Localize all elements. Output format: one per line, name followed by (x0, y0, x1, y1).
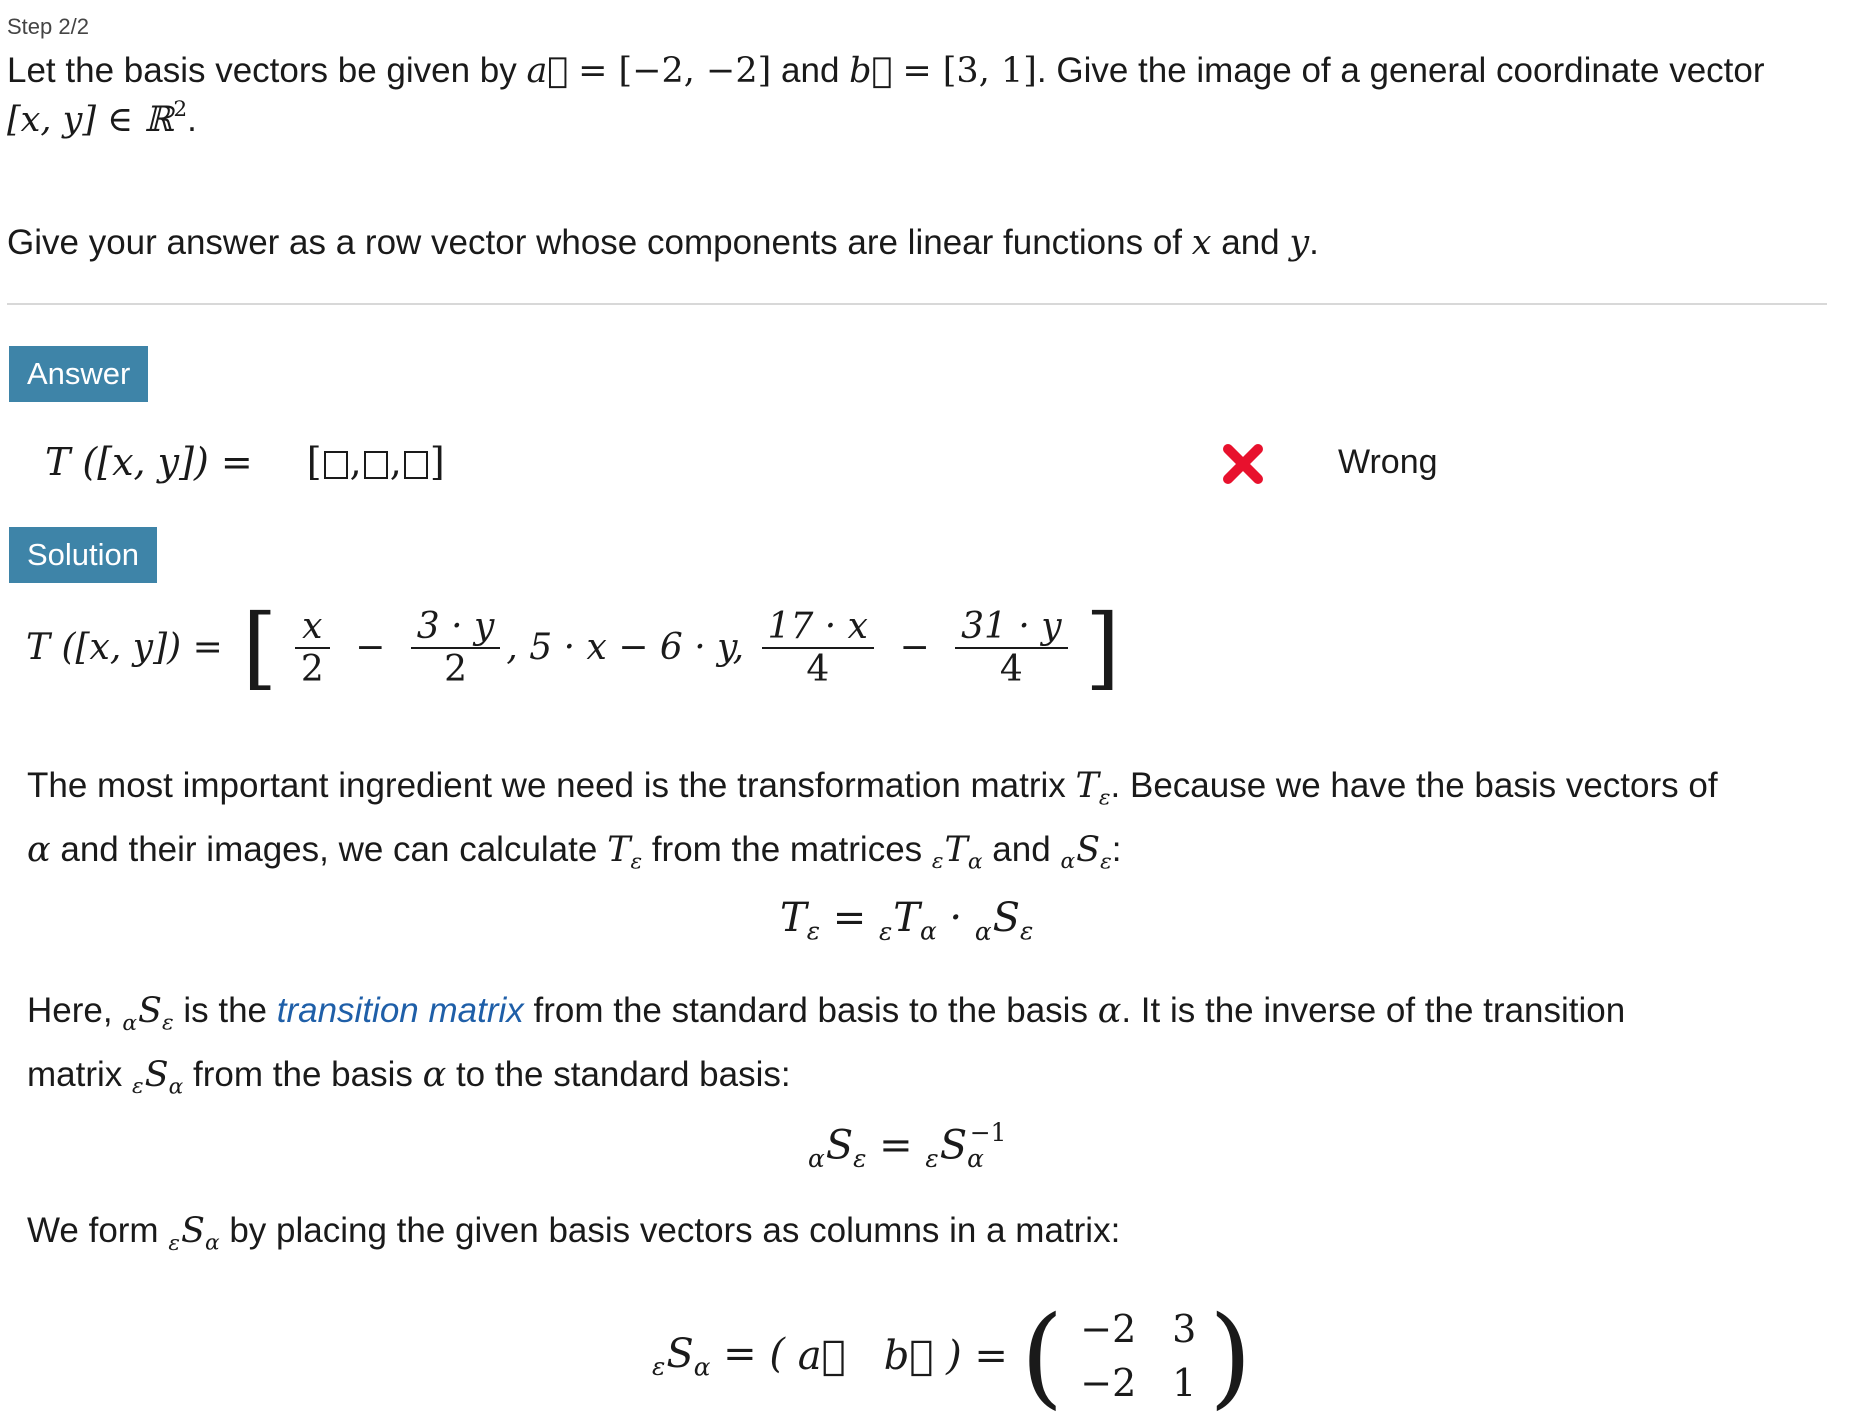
answer-expression: T ([x, y]) = [ , , ] (45, 440, 445, 484)
solution-paragraph-1: The most important ingredient we need is the transformation matrix $T_\varepsilon$. Because we have the basis vectors of α and their images, we can calculate $T_\varepsilon$ from the matrices $_\varepsilon T_\alpha$ and $_\alpha S_\varepsilon$: (27, 766, 1718, 875)
equation-t-epsilon: $T_\varepsilon = _\varepsilon T_\alpha \cdot _\alpha S_\varepsilon$ (780, 895, 1034, 946)
fraction-4: $\frac{31 \cdot y}{4}$ (955, 606, 1067, 690)
vector-b: b (849, 51, 893, 91)
and-text: and (781, 51, 840, 90)
answer-slot-2[interactable] (364, 451, 388, 479)
wrong-cross-icon (1222, 443, 1264, 485)
answer-lhs: T ([x, y]) = (45, 440, 253, 484)
instruction: Give your answer as a row vector whose components are linear functions of x and y. (7, 223, 1319, 263)
vector-a-value: [−2, −2] (618, 51, 772, 91)
solution-paragraph-3: We form $_\varepsilon S_\alpha$ by placing the given basis vectors as columns in a matrix: (27, 1211, 1121, 1256)
transition-matrix-link[interactable]: transition matrix (276, 991, 524, 1030)
equation-matrix: $_\varepsilon S_\alpha$ = ( a⃗ b⃗ ) = ( −2 3 −2 1 ) (652, 1292, 1252, 1420)
solution-expression: T ([x, y]) = [ $\frac{x}{2}$ − $\frac{3 \cdot y}{2}$ , 5 · x − 6 · y, $\frac{17 \cdot x}{4}$ − $\frac{31 \cdot y}{4}$ ] (26, 595, 1121, 700)
coordinate-vector: [x, y] ∈ ℝ (7, 100, 174, 141)
solution-paragraph-2: Here, $_\alpha S_\varepsilon$ is the transition matrix from the standard basis to the basis α. It is the inverse of the transition matrix $_\varepsilon S_\alpha$ from the basis α to the standard basis: (27, 991, 1626, 1100)
problem-line-2: [x, y] ∈ ℝ$^2$. (7, 97, 197, 141)
fraction-3: $\frac{17 \cdot x}{4}$ (762, 606, 874, 690)
fraction-2: $\frac{3 \cdot y}{2}$ (411, 606, 501, 690)
fraction-1: $\frac{x}{2}$ (295, 606, 330, 690)
vector-a: a (526, 51, 569, 91)
answer-slot-3[interactable] (404, 451, 428, 479)
problem-text-2: . Give the image of a general coordinate vector (1036, 51, 1765, 90)
status-label: Wrong (1338, 443, 1438, 481)
equation-inverse: $_\alpha S_\varepsilon = _\varepsilon S_\alpha^{-1}$ (808, 1118, 1007, 1174)
problem-statement: Let the basis vectors be given by a = [−2, −2] and b = [3, 1]. Give the image of a general coordinate vector (7, 51, 1765, 91)
solution-tag: Solution (9, 527, 157, 583)
step-label: Step 2/2 (7, 14, 89, 39)
answer-tag: Answer (9, 346, 148, 402)
problem-text: Let the basis vectors be given by (7, 51, 517, 90)
basis-matrix: −2 3 −2 1 (1080, 1307, 1197, 1405)
vector-b-value: [3, 1] (942, 51, 1037, 91)
divider (7, 303, 1827, 305)
answer-slot-1[interactable] (324, 451, 348, 479)
